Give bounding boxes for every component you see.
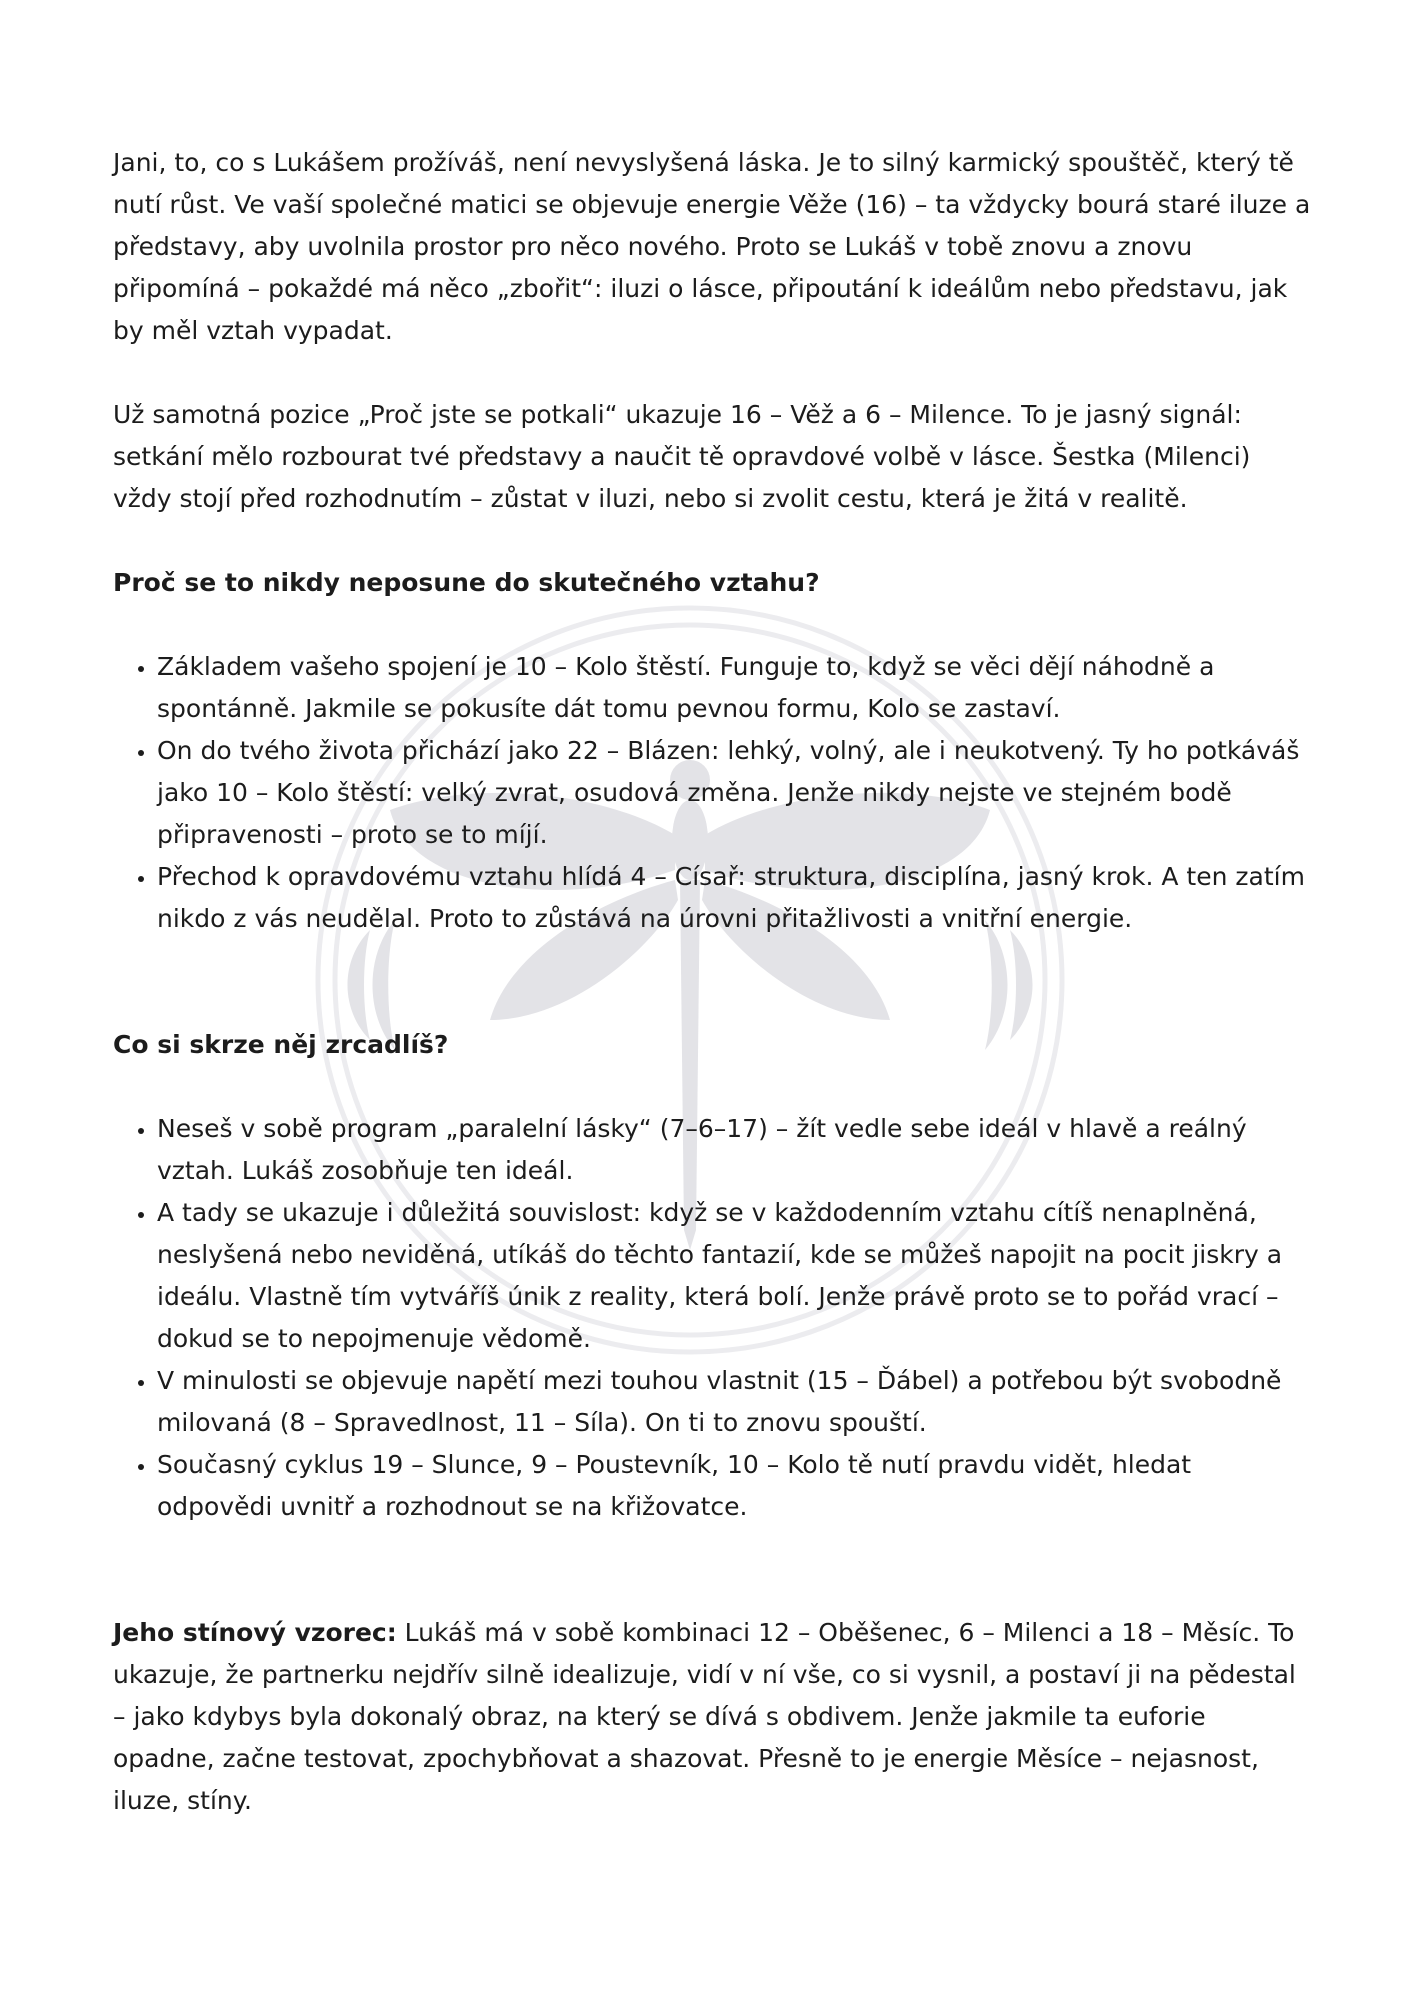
- list-item: • V minulosti se objevuje napětí mezi touhou vlastnit (15 – Ďábel) a potřebou být svobodně milovaná (8 – Spravedlnost, 11 – Síla). On ti to znovu spouští.: [157, 1360, 1313, 1444]
- bullet-list-relationship: [113, 646, 1313, 940]
- intro-paragraph-1: Jani, to, co s Lukášem prožíváš, není nevyslyšená láska. Je to silný karmický spouštěč, který tě nutí růst. Ve vaší společné matici se objevuje energie Věže (16) – ta vždycky bourá staré iluze a představy, aby uvolnila prostor pro něco nového. Proto se Lukáš v tobě znovu a znovu připomíná – pokaždé má něco „zbořit“: iluzi o lásce, připoutání k ideálům nebo představu, jak by měl vztah vypadat.: [113, 148, 1311, 345]
- bullet-list-mirror: [113, 1108, 1313, 1528]
- shadow-pattern-text: Lukáš má v sobě kombinaci 12 – Oběšenec, 6 – Milenci a 18 – Měsíc. To ukazuje, že partnerku nejdřív silně idealizuje, vidí v ní vše, co si vysnil, a postaví ji na pědestal – jako kdybys byla dokonalý obraz, na který se dívá s obdivem. Jenže jakmile ta euforie opadne, začne testovat, zpochybňovat a shazovat. Přesně to je energie Měsíce – nejasnost, iluze, stíny.: [113, 1618, 1296, 1815]
- list-item: • Současný cyklus 19 – Slunce, 9 – Poustevník, 10 – Kolo tě nutí pravdu vidět, hledat odpovědi uvnitř a rozhodnout se na křižovatce.: [157, 1444, 1313, 1528]
- shadow-pattern-label: Jeho stínový vzorec:: [113, 1618, 397, 1647]
- section-heading-relationship: Proč se to nikdy neposune do skutečného vztahu?: [113, 568, 820, 597]
- list-item: • Přechod k opravdovému vztahu hlídá 4 – Císař: struktura, disciplína, jasný krok. A ten zatím nikdo z vás neudělal. Proto to zůstává na úrovni přitažlivosti a vnitřní energie.: [157, 856, 1313, 940]
- section-heading-mirror: Co si skrze něj zrcadlíš?: [113, 1030, 449, 1059]
- list-item: • Neseš v sobě program „paralelní lásky“ (7–6–17) – žít vedle sebe ideál v hlavě a reálný vztah. Lukáš zosobňuje ten ideál.: [157, 1108, 1313, 1192]
- list-item: • A tady se ukazuje i důležitá souvislost: když se v každodenním vztahu cítíš nenaplněná, neslyšená nebo neviděná, utíkáš do těchto fantazií, kde se můžeš napojit na pocit jiskry a ideálu. Vlastně tím vytváříš únik z reality, která bolí. Jenže právě proto se to pořád vrací – dokud se to nepojmenuje vědomě.: [157, 1192, 1313, 1360]
- list-item: • On do tvého života přichází jako 22 – Blázen: lehký, volný, ale i neukotvený. Ty ho potkáváš jako 10 – Kolo štěstí: velký zvrat, osudová změna. Jenže nikdy nejste ve stejném bodě připravenosti – proto se to míjí.: [157, 730, 1313, 856]
- list-item: • Základem vašeho spojení je 10 – Kolo štěstí. Funguje to, když se věci dějí náhodně a spontánně. Jakmile se pokusíte dát tomu pevnou formu, Kolo se zastaví.: [157, 646, 1313, 730]
- document-page: [113, 142, 1313, 1822]
- shadow-pattern-paragraph: [113, 1612, 1313, 1822]
- intro-paragraph-2: Už samotná pozice „Proč jste se potkali“ ukazuje 16 – Věž a 6 – Milence. To je jasný signál: setkání mělo rozbourat tvé představy a naučit tě opravdové volbě v lásce. Šestka (Milenci) vždy stojí před rozhodnutím – zůstat v iluzi, nebo si zvolit cestu, která je žitá v realitě.: [113, 400, 1251, 513]
